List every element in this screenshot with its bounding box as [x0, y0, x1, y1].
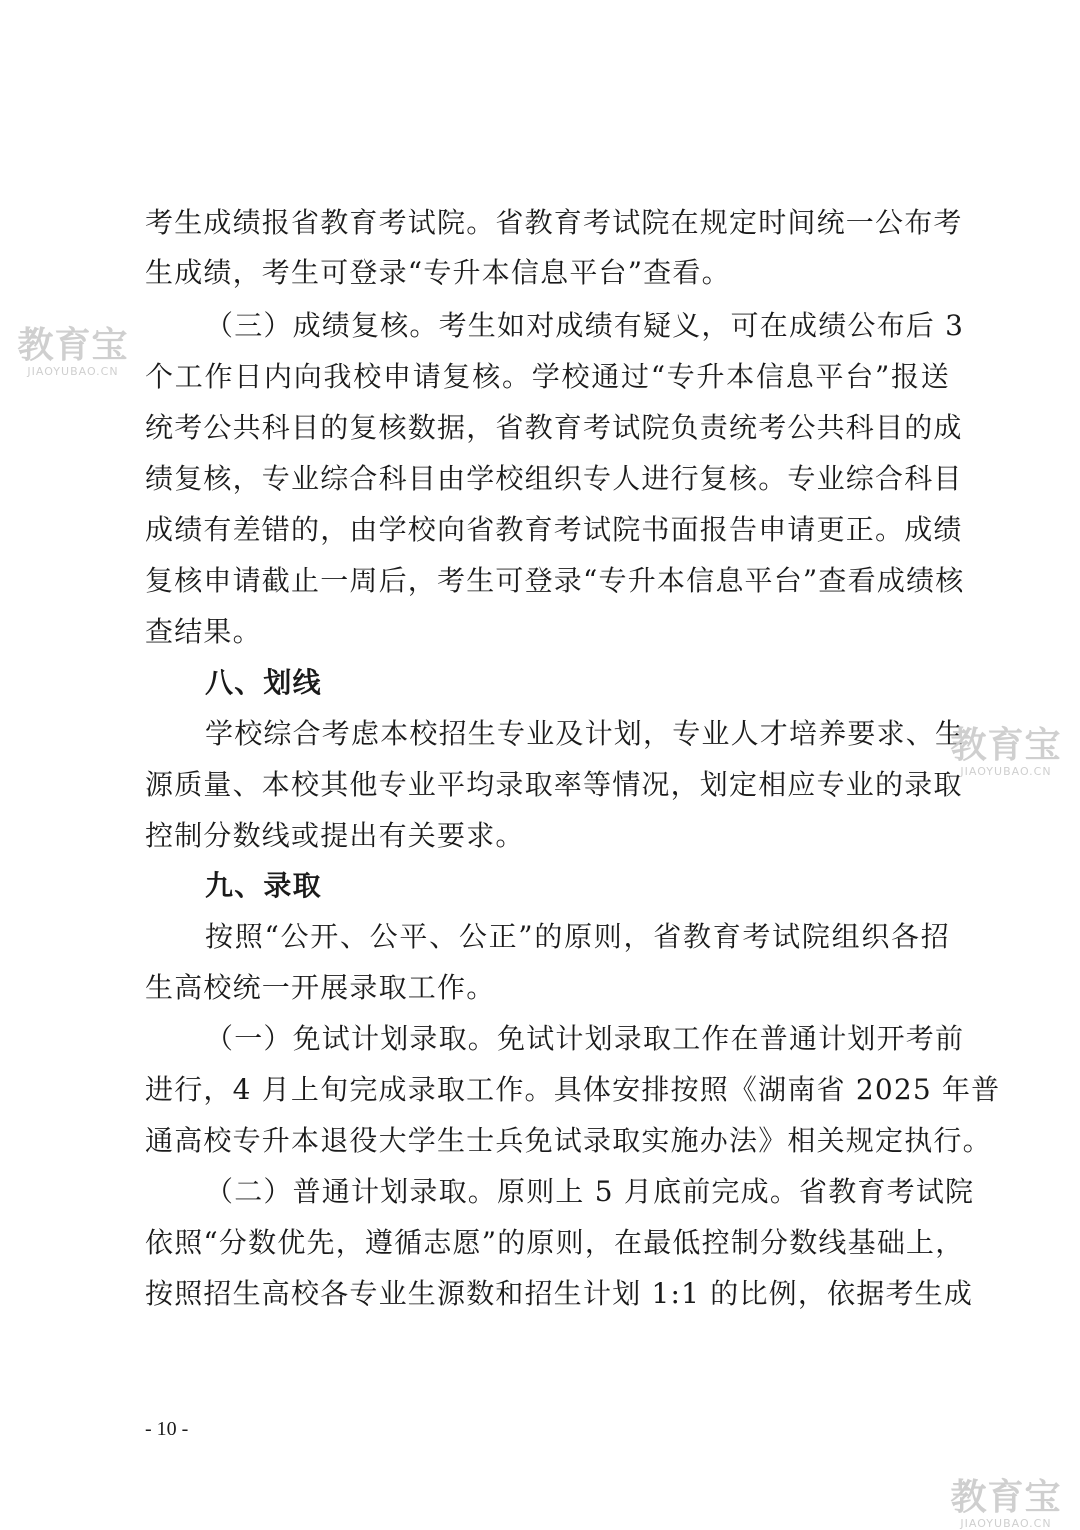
text-line-11: 学校综合考虑本校招生专业及计划，专业人才培养要求、生: [205, 717, 965, 750]
text-line-7: 成绩有差错的，由学校向省教育考试院书面报告申请更正。成绩: [145, 513, 963, 546]
watermark-text: 教育宝: [17, 325, 129, 366]
text-line-2: 生成绩，考生可登录“专升本信息平台”查看。: [145, 256, 731, 289]
text-line-22: 按照招生高校各专业生源数和招生计划 1:1 的比例，依据考生成: [145, 1277, 974, 1310]
watermark-logo: [12, 326, 134, 378]
watermark-domain: JIAOYUBAO.CN: [960, 765, 1052, 778]
text-line-15: 按照“公开、公平、公正”的原则，省教育考试院组织各招: [205, 920, 950, 953]
page-number: - 10 -: [145, 1418, 189, 1440]
text-line-1: 考生成绩报省教育考试院。省教育考试院在规定时间统一公布考: [145, 206, 963, 239]
text-line-19: 通高校专升本退役大学生士兵免试录取实施办法》相关规定执行。: [145, 1124, 992, 1157]
watermark-text: 教育宝: [950, 1477, 1062, 1518]
watermark-domain: JIAOYUBAO.CN: [960, 1517, 1052, 1530]
text-line-3: （三）成绩复核。考生如对成绩有疑义，可在成绩公布后 3: [205, 309, 965, 342]
text-line-5: 统考公共科目的复核数据，省教育考试院负责统考公共科目的成: [145, 411, 963, 444]
text-line-4: 个工作日内向我校申请复核。学校通过“专升本信息平台”报送: [145, 360, 950, 393]
section-heading-9: 九、录取: [205, 869, 322, 902]
text-line-16: 生高校统一开展录取工作。: [145, 971, 496, 1004]
text-line-17: （一）免试计划录取。免试计划录取工作在普通计划开考前: [205, 1022, 965, 1055]
text-line-18: 进行，4 月上旬完成录取工作。具体安排按照《湖南省 2025 年普: [145, 1073, 1001, 1106]
text-line-20: （二）普通计划录取。原则上 5 月底前完成。省教育考试院: [205, 1175, 975, 1208]
text-line-13: 控制分数线或提出有关要求。: [145, 819, 525, 852]
text-line-9: 查结果。: [145, 615, 262, 648]
text-line-21: 依照“分数优先，遵循志愿”的原则，在最低控制分数线基础上，: [145, 1226, 965, 1259]
watermark-text: 教育宝: [950, 725, 1062, 766]
section-heading-8: 八、划线: [205, 666, 322, 699]
watermark-logo: [945, 1478, 1067, 1530]
watermark-logo: [945, 726, 1067, 778]
text-line-6: 绩复核，专业综合科目由学校组织专人进行复核。专业综合科目: [145, 462, 963, 495]
text-line-8: 复核申请截止一周后，考生可登录“专升本信息平台”查看成绩核: [145, 564, 965, 597]
text-line-12: 源质量、本校其他专业平均录取率等情况，划定相应专业的录取: [145, 768, 963, 801]
watermark-domain: JIAOYUBAO.CN: [27, 365, 119, 378]
